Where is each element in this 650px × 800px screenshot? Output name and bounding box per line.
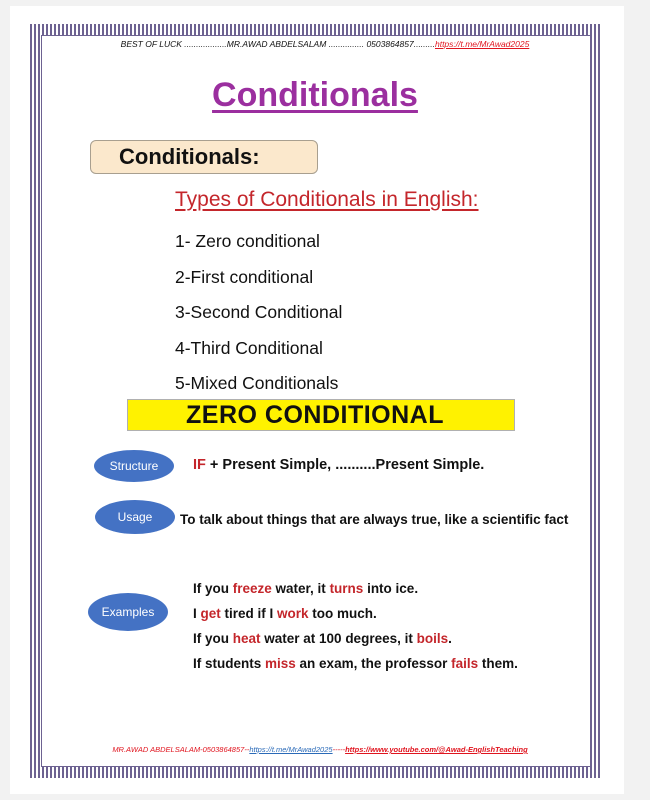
example-text: too much. (308, 606, 377, 621)
footer-separator: ----- (332, 745, 346, 754)
page-title: Conditionals (212, 76, 418, 114)
zero-conditional-banner: ZERO CONDITIONAL (127, 399, 515, 431)
example-text: If you (193, 631, 233, 646)
example-verb: get (200, 606, 221, 621)
example-text: water at 100 degrees, it (260, 631, 417, 646)
example-text: into ice. (363, 581, 419, 596)
examples-list (193, 580, 518, 680)
example-sentence (193, 580, 518, 605)
footer-telegram-link[interactable]: https://t.me/MrAwad2025 (249, 745, 333, 754)
example-text: them. (478, 656, 518, 671)
example-text: I (193, 606, 201, 621)
example-verb: turns (329, 581, 364, 596)
list-item: 1- Zero conditional (175, 231, 320, 251)
example-text: If you (193, 581, 233, 596)
example-text: tired if I (220, 606, 278, 621)
structure-if: IF (193, 457, 206, 473)
example-text: . (448, 631, 452, 646)
example-verb: freeze (232, 581, 272, 596)
example-verb: fails (451, 656, 479, 671)
list-item: 5-Mixed Conditionals (175, 373, 339, 393)
types-heading: Types of Conditionals in English: (175, 188, 479, 211)
examples-badge: Examples (88, 593, 168, 631)
usage-text: To talk about things that are always true, like a scientific fact (180, 512, 569, 527)
structure-formula: + Present Simple, ..........Present Simple. (205, 457, 485, 473)
example-verb: work (277, 606, 309, 621)
footer-contact: MR.AWAD ABDELSALAM-0503864857-- (112, 745, 250, 754)
example-text: an exam, the professor (295, 656, 452, 671)
structure-text (193, 457, 484, 473)
example-verb: heat (232, 631, 261, 646)
example-sentence (193, 630, 518, 655)
example-verb: miss (265, 656, 296, 671)
header-telegram-link[interactable]: https://t.me/MrAwad2025 (434, 39, 530, 49)
types-list (175, 229, 342, 407)
list-item: 3-Second Conditional (175, 302, 343, 322)
footer-line (0, 745, 640, 754)
structure-badge: Structure (94, 450, 174, 482)
example-sentence (193, 605, 518, 630)
header-text: BEST OF LUCK ..................MR.AWAD ABDELSALAM ............... 0503864857......... (120, 39, 435, 49)
header-line (0, 39, 650, 49)
usage-badge: Usage (95, 500, 175, 534)
list-item: 2-First conditional (175, 266, 314, 287)
list-item: 4-Third Conditional (175, 337, 323, 358)
example-text: water, it (271, 581, 330, 596)
example-text: If students (193, 656, 266, 671)
section-card: Conditionals: (90, 140, 318, 174)
example-sentence (193, 655, 518, 680)
example-verb: boils (416, 631, 449, 646)
footer-youtube-link[interactable]: https://www.youtube.com/@Awad-EnglishTeaching (345, 745, 528, 754)
